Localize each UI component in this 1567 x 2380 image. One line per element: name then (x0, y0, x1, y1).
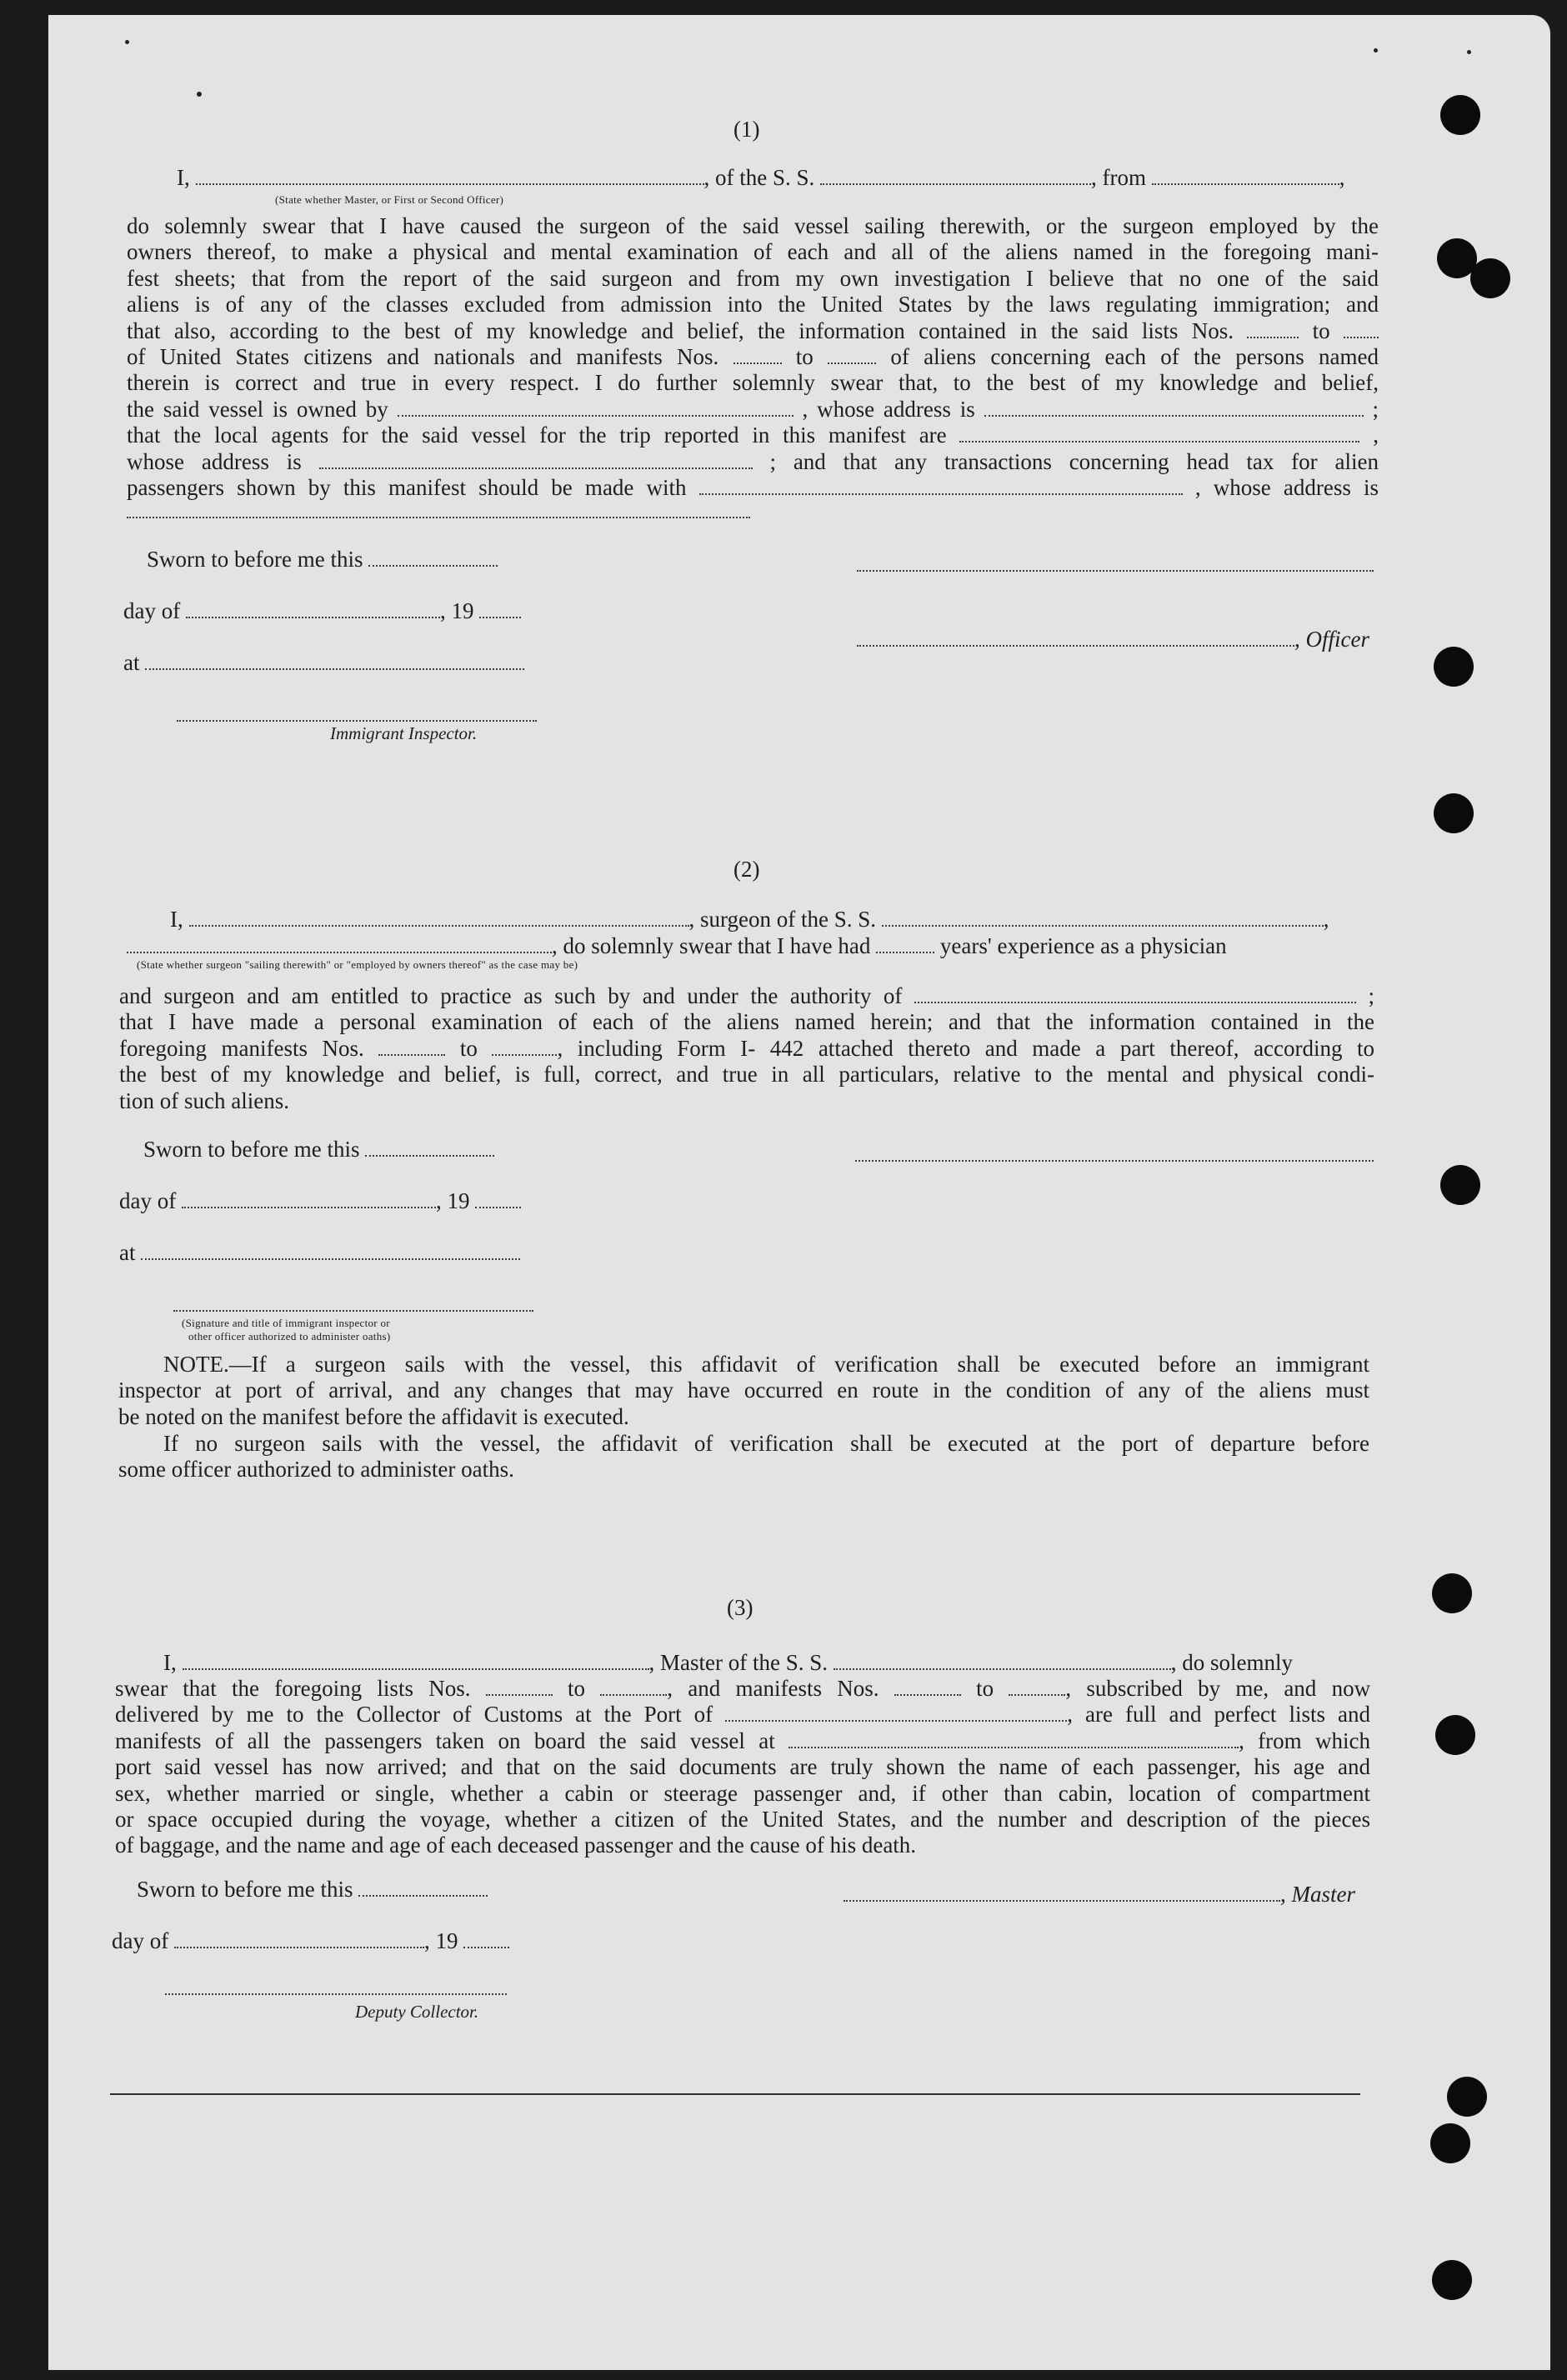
immigrant-inspector-label: Immigrant Inspector. (330, 723, 478, 743)
manifests-nos-line (127, 344, 1379, 370)
passengers-text: passengers shown by this manifest should be made with (127, 474, 687, 500)
official-signature-field[interactable] (173, 1310, 533, 1312)
agents-address-line (127, 449, 1379, 475)
sworn-day-field[interactable] (358, 1878, 488, 1897)
at-line-1 (123, 650, 524, 676)
embark-line (115, 1728, 1370, 1754)
month-field[interactable] (174, 1930, 424, 1948)
speck (125, 40, 129, 44)
month-field[interactable] (186, 600, 440, 618)
form-text: , including Form I- 442 attached thereto and made a part thereof, according to (557, 1035, 1374, 1061)
speck (197, 92, 202, 97)
officer-caption: (State whether Master, or First or Second Officer) (275, 193, 504, 206)
semicolon: ; (1368, 983, 1374, 1008)
officer-signature-top-field[interactable] (857, 570, 1374, 572)
lists-nos-text: that also, according to the best of my knowledge and belief, the information contained in the said lists Nos. (127, 318, 1234, 343)
manifest-to-field[interactable] (1009, 1678, 1065, 1696)
comma: , (1339, 165, 1345, 190)
place-field[interactable] (145, 652, 524, 670)
section-3-heading: (3) (727, 1595, 753, 1620)
head-tax-contact-field[interactable] (699, 477, 1183, 495)
lists-line (115, 1676, 1370, 1702)
body-line: that I have made a personal examination of each of the aliens named herein; and that the information contained in the (119, 1009, 1374, 1035)
officer-name-field[interactable] (196, 167, 704, 185)
sworn-line-2 (143, 1137, 494, 1162)
at-text: at (119, 1240, 136, 1265)
embark-port-field[interactable] (789, 1730, 1239, 1748)
comma: , (1373, 422, 1379, 448)
agents-text: that the local agents for the said vessel for the trip reported in this manifest are (127, 422, 947, 448)
at-text: at (123, 650, 140, 675)
punch-hole (1432, 1573, 1472, 1613)
sworn-day-field[interactable] (368, 548, 498, 567)
to-text: to (1312, 318, 1330, 343)
section-2-heading: (2) (733, 857, 760, 882)
manifests-line (119, 1036, 1374, 1062)
body-line: fest sheets; that from the report of the said surgeon and from my own investigation I believe that no one of the said (127, 265, 1379, 291)
body-line: of baggage, and the name and age of each deceased passenger and the cause of his death. (115, 1832, 917, 1858)
label-of-ss: , of the S. S. (703, 165, 815, 190)
swear-lists-text: swear that the foregoing lists Nos. (115, 1676, 471, 1701)
punch-hole (1430, 2123, 1470, 2163)
day-of-line-2 (119, 1188, 521, 1214)
body-line: do solemnly swear that I have caused the surgeon of the said vessel sailing therewith, or the surgeon employed by the (127, 213, 1379, 238)
note-line: inspector at port of arrival, and any changes that may have occurred en route in the condition of any of the aliens must (118, 1378, 1369, 1403)
year-text: , 19 (439, 598, 474, 623)
surgeon-of-ss-text: , surgeon of the S. S. (688, 907, 877, 932)
surgeon-status-field[interactable] (127, 935, 552, 953)
speck (1467, 50, 1471, 54)
punch-hole (1434, 793, 1474, 833)
sworn-text: Sworn to before me this (137, 1877, 353, 1902)
to-text: to (459, 1035, 478, 1061)
day-of-text: day of (112, 1928, 169, 1953)
list-no-to-field[interactable] (1344, 320, 1379, 338)
master-name-field[interactable] (183, 1652, 649, 1670)
punch-hole (1440, 95, 1480, 135)
manifest-no-to-field[interactable] (828, 346, 876, 364)
officer-label: , Officer (1294, 627, 1369, 652)
to-text: to (976, 1676, 994, 1701)
body-line: aliens is of any of the classes excluded from admission into the United States by the laws regulating immigration; and (127, 292, 1379, 318)
punch-hole (1440, 1165, 1480, 1205)
owned-by-line (127, 397, 1379, 422)
authority-field[interactable] (914, 985, 1356, 1003)
note-line: be noted on the manifest before the affidavit is executed. (118, 1403, 629, 1429)
port-field[interactable] (725, 1703, 1067, 1722)
to-text: to (795, 343, 814, 369)
year-field[interactable] (479, 600, 521, 618)
master-signature-field[interactable] (844, 1883, 1280, 1902)
bottom-rule (110, 2093, 1360, 2095)
owner-field[interactable] (398, 398, 794, 417)
label-i: I, (163, 1650, 177, 1675)
note-1 (118, 1352, 1369, 1430)
body-line: therein is correct and true in every respect. I do further solemnly swear that, to the best of my knowledge and belief, (127, 370, 1379, 396)
manifest-from-field[interactable] (378, 1038, 445, 1056)
body-line: the best of my knowledge and belief, is full, correct, and true in all particulars, relative to the mental and physical condi- (119, 1062, 1374, 1088)
years-field[interactable] (876, 935, 934, 953)
month-field[interactable] (182, 1190, 436, 1208)
whose-address-text: whose address is (127, 448, 302, 474)
note-line: If no surgeon sails with the vessel, the affidavit of verification shall be executed at the port of departure before (163, 1431, 1369, 1456)
sworn-line-1 (147, 547, 498, 572)
list-from-field[interactable] (486, 1678, 553, 1696)
note-line: NOTE.—If a surgeon sails with the vessel, this affidavit of verification shall be executed before an immigrant (163, 1352, 1369, 1377)
list-no-from-field[interactable] (1247, 320, 1299, 338)
manifests-all-text: manifests of all the passengers taken on board the said vessel at (115, 1728, 775, 1753)
note-2 (118, 1431, 1369, 1483)
collector-text: delivered by me to the Collector of Customs at the Port of (115, 1702, 713, 1728)
master-signature-line (844, 1882, 1355, 1908)
owner-address-field[interactable] (984, 398, 1364, 417)
year-field[interactable] (463, 1930, 509, 1948)
inspector-signature-field[interactable] (177, 720, 537, 722)
agents-address-field[interactable] (319, 451, 753, 469)
master-vessel-field[interactable] (834, 1652, 1171, 1670)
punch-hole (1432, 2260, 1472, 2300)
officer-line (857, 627, 1369, 652)
surgeon-caption: (State whether surgeon "sailing therewith" or "employed by owners thereof" as the case may be) (137, 958, 578, 971)
full-lists-text: , are full and perfect lists and (1067, 1702, 1370, 1728)
foregoing-text: foregoing manifests Nos. (119, 1035, 364, 1061)
sworn-day-field[interactable] (365, 1138, 494, 1157)
head-tax-address-field[interactable] (127, 517, 750, 518)
agents-field[interactable] (959, 424, 1359, 442)
manifest-from-field[interactable] (894, 1678, 961, 1696)
day-of-line-1 (123, 598, 521, 624)
citizens-text: of United States citizens and nationals and manifests Nos. (127, 343, 719, 369)
signature-caption-2: other officer authorized to administer oaths) (188, 1330, 391, 1342)
agents-line (127, 422, 1379, 448)
semicolon: ; (1372, 396, 1379, 422)
at-line-2 (119, 1240, 520, 1266)
subscribed-text: , subscribed by me, and now (1065, 1676, 1370, 1701)
year-field[interactable] (475, 1190, 521, 1208)
note-line: some officer authorized to administer oaths. (118, 1457, 514, 1482)
list-to-field[interactable] (600, 1678, 667, 1696)
sworn-text: Sworn to before me this (143, 1137, 360, 1162)
punch-hole (1434, 647, 1474, 687)
surgeon-signature-field[interactable] (855, 1160, 1374, 1162)
day-of-text: day of (123, 598, 181, 623)
day-of-text: day of (119, 1188, 177, 1213)
body-line: or space occupied during the voyage, whether a citizen of the United States, and the number and description of the pieces (115, 1806, 1370, 1832)
surgeon-vessel-field[interactable] (882, 908, 1324, 927)
master-line (163, 1650, 1293, 1676)
label-i: I, (177, 165, 190, 190)
surgeon-name-field[interactable] (189, 908, 689, 927)
manifest-no-from-field[interactable] (733, 346, 782, 364)
signature-caption-1: (Signature and title of immigrant inspector or (182, 1317, 390, 1329)
section-3-body (115, 1676, 1370, 1859)
body-line: sex, whether married or single, whether a cabin or steerage passenger and, if other than cabin, location of compartment (115, 1780, 1370, 1806)
year-text: , 19 (423, 1928, 458, 1953)
from-which-text: , from which (1239, 1728, 1370, 1753)
swear-text: , do solemnly swear that I have had (552, 933, 871, 958)
collector-signature-field[interactable] (165, 1993, 507, 1995)
to-text: to (568, 1676, 586, 1701)
master-of-ss-text: , Master of the S. S. (648, 1650, 828, 1675)
label-i: I, (170, 907, 183, 932)
section-2-body (119, 983, 1374, 1114)
manifest-to-field[interactable] (492, 1038, 557, 1056)
lists-nos-line (127, 318, 1379, 344)
head-tax-line (127, 475, 1379, 501)
comma: , (1323, 907, 1329, 932)
section-1-body (127, 213, 1379, 501)
sworn-text: Sworn to before me this (147, 547, 363, 572)
manifests-text: , and manifests Nos. (667, 1676, 879, 1701)
officer-signature-field[interactable] (857, 628, 1294, 647)
master-label: , Master (1280, 1882, 1355, 1907)
years-experience-text: years' experience as a physician (939, 933, 1227, 958)
address-text: , whose address is (802, 396, 975, 422)
punch-hole (1447, 2077, 1487, 2117)
deputy-collector-label: Deputy Collector. (355, 2002, 479, 2022)
surgeon-line (170, 907, 1379, 932)
day-of-line-3 (112, 1928, 509, 1954)
experience-line (127, 933, 1227, 959)
sworn-line-3 (137, 1877, 488, 1902)
vessel-name-field[interactable] (820, 167, 1091, 185)
owned-by-text: the said vessel is owned by (127, 396, 388, 422)
authority-text: and surgeon and am entitled to practice as such by and under the authority of (119, 983, 903, 1008)
speck (1374, 48, 1378, 52)
head-tax-text: ; and that any transactions concerning head tax for alien (769, 448, 1379, 474)
year-text: , 19 (435, 1188, 470, 1213)
place-field[interactable] (141, 1242, 520, 1260)
officer-name-line (177, 165, 1381, 191)
punch-hole (1470, 258, 1510, 298)
authority-line (119, 983, 1374, 1009)
body-line: tion of such aliens. (119, 1088, 289, 1113)
aliens-text: of aliens concerning each of the persons named (890, 343, 1379, 369)
body-line: owners thereof, to make a physical and mental examination of each and all of the aliens named in the foregoing mani- (127, 239, 1379, 265)
punch-hole (1435, 1715, 1475, 1755)
section-1-heading: (1) (733, 117, 760, 142)
departure-port-field[interactable] (1152, 167, 1339, 185)
port-line (115, 1702, 1370, 1728)
body-line: port said vessel has now arrived; and that on the said documents are truly shown the name of each passenger, his age and (115, 1754, 1370, 1780)
do-solemnly-text: , do solemnly (1170, 1650, 1293, 1675)
label-from: , from (1091, 165, 1146, 190)
whose-address-text: , whose address is (1194, 474, 1379, 500)
